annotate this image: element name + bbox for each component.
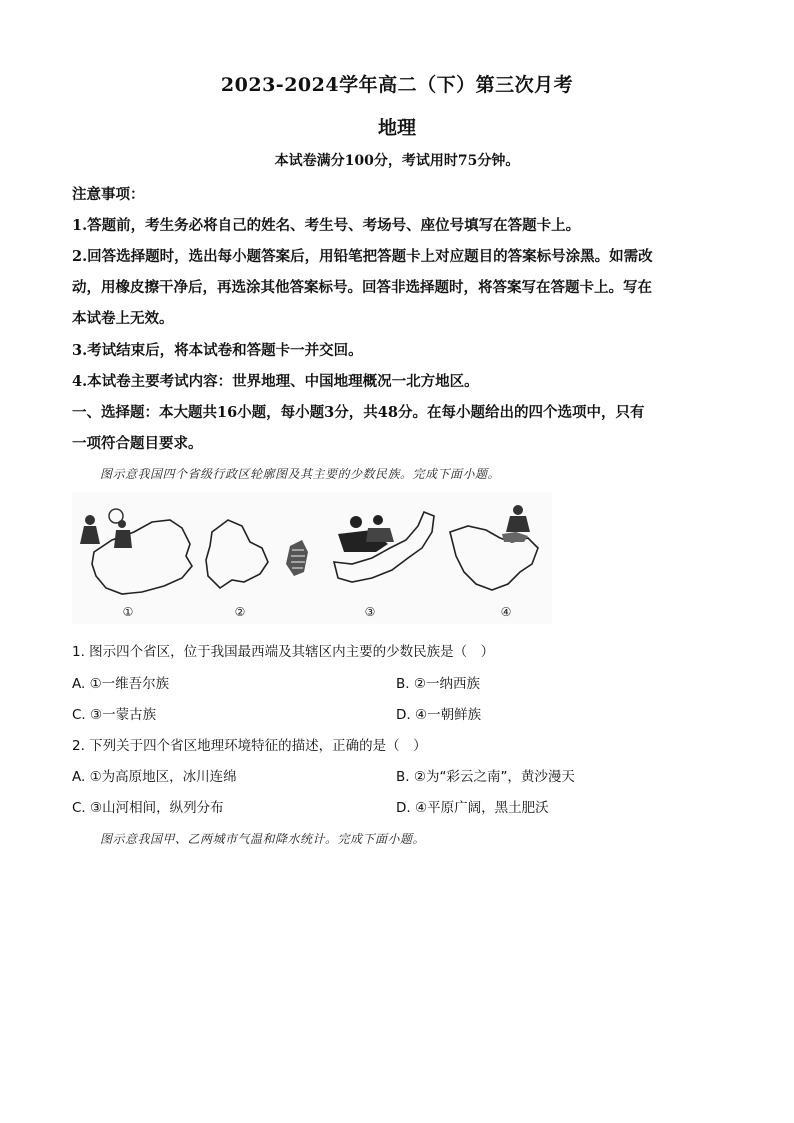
note-item-3: 3.考试结束后，将本试卷和答题卡一并交回。 xyxy=(72,342,363,359)
figure-intro-2: 图示意我国甲、乙两城市气温和降水统计。完成下面小题。 xyxy=(100,832,426,846)
section-heading-line-1: 一、选择题：本大题共16小题，每小题3分，共48分。在每小题给出的四个选项中，只有 xyxy=(72,404,645,421)
province-outline-figure xyxy=(72,492,552,624)
question-2-option-b[interactable]: B. ②为“彩云之南”，黄沙漫天 xyxy=(396,769,575,785)
question-2-option-c[interactable]: C. ③山河相间，纵列分布 xyxy=(72,800,224,816)
question-1-option-b[interactable]: B. ②一纳西族 xyxy=(396,676,480,692)
question-1-option-a[interactable]: A. ①一维吾尔族 xyxy=(72,676,170,692)
notes-heading: 注意事项： xyxy=(72,186,145,203)
section-heading-line-2: 一项符合题目要求。 xyxy=(72,435,203,452)
question-1-option-d[interactable]: D. ④一朝鲜族 xyxy=(396,707,482,723)
question-2-stem: 2. 下列关于四个省区地理环境特征的描述，正确的是（ ） xyxy=(72,738,427,754)
question-2-option-d[interactable]: D. ④平原广阔，黑土肥沃 xyxy=(396,800,549,816)
note-item-1: 1.答题前，考生务必将自己的姓名、考生号、考场号、座位号填写在答题卡上。 xyxy=(72,217,581,234)
figure-label-3: ③ xyxy=(364,605,376,619)
figure-intro-1: 图示意我国四个省级行政区轮廓图及其主要的少数民族。完成下面小题。 xyxy=(100,467,501,481)
note-item-4: 4.本试卷主要考试内容：世界地理、中国地理概况一北方地区。 xyxy=(72,373,479,390)
figure-label-4: ④ xyxy=(500,605,512,619)
subject-title: 地理 xyxy=(377,117,416,139)
question-2-option-a[interactable]: A. ①为高原地区，冰川连绵 xyxy=(72,769,237,785)
figure-label-1: ① xyxy=(122,605,134,619)
figure-label-2: ② xyxy=(234,605,246,619)
note-item-2-line-3: 本试卷上无效。 xyxy=(72,310,174,327)
exam-title: 2023-2024学年高二（下）第三次月考 xyxy=(220,74,574,96)
note-item-2-line-1: 2.回答选择题时，选出每小题答案后，用铅笔把答题卡上对应题目的答案标号涂黑。如需改 xyxy=(72,248,653,265)
question-1-option-c[interactable]: C. ③一蒙古族 xyxy=(72,707,157,723)
question-1-stem: 1. 图示四个省区，位于我国最西端及其辖区内主要的少数民族是（ ） xyxy=(72,644,495,660)
exam-info: 本试卷满分100分，考试用时75分钟。 xyxy=(274,153,520,169)
note-item-2-line-2: 动，用橡皮擦干净后，再选涂其他答案标号。回答非选择题时，将答案写在答题卡上。写在 xyxy=(72,279,652,296)
